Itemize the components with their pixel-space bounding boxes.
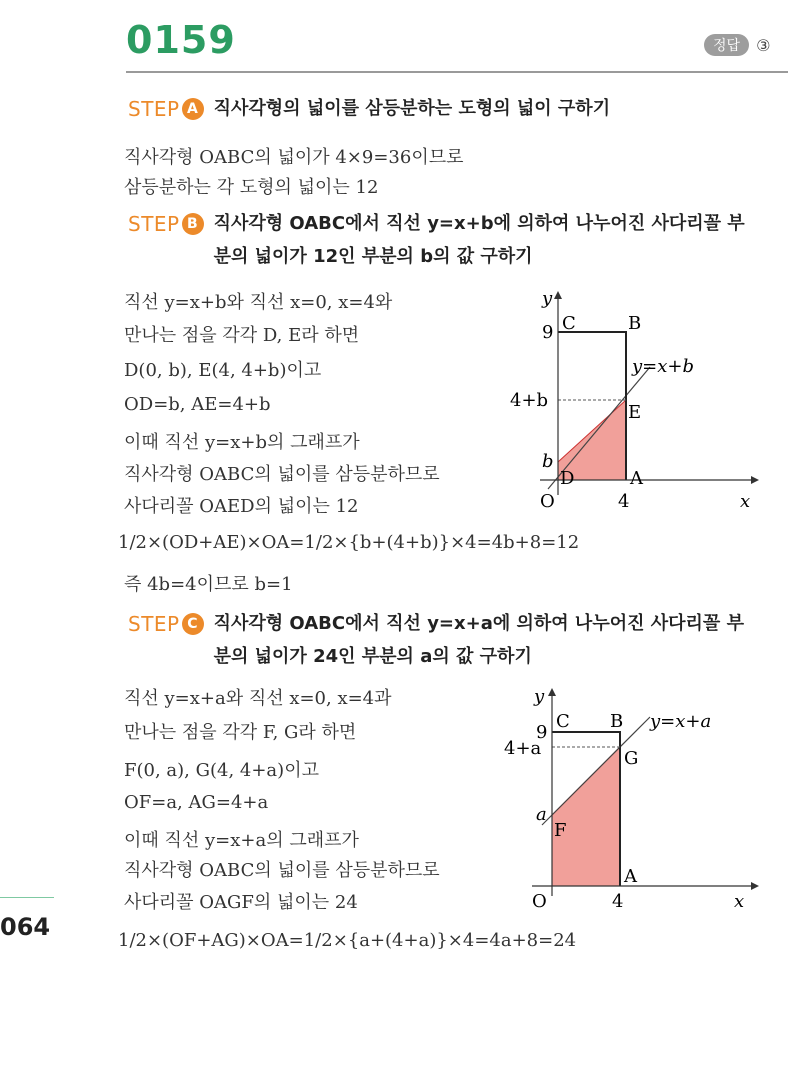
graph-c-point-b: B: [610, 711, 624, 732]
answer-badge: 정답: [704, 34, 749, 56]
step-b-heading: [128, 212, 788, 273]
step-b-line-9: 즉 4b=4이므로 b=1: [124, 574, 293, 595]
graph-b-tick-top: 4+b: [510, 390, 549, 411]
step-a-line-2: 삼등분하는 각 도형의 넓이는 12: [124, 177, 379, 198]
step-b-line-4: OD=b, AE=4+b: [124, 394, 271, 415]
graph-b-point-b: B: [628, 313, 642, 334]
graph-c-y-label: y: [534, 686, 545, 707]
step-c-title: 직사각형 OABC에서 직선 y=x+a에 의하여 나누어진 사다리꼴 부분의 넓이가 24인 부분의 a의 값 구하기: [213, 613, 744, 667]
step-b-line-3: D(0, b), E(4, 4+b)이고: [124, 360, 322, 381]
step-a-line-1: 직사각형 OABC의 넓이가 4×9=36이므로: [124, 147, 464, 168]
step-b-line-8: 1/2×(OD+AE)×OA=1/2×{b+(4+b)}×4=4b+8=12: [118, 532, 580, 553]
step-c-tag: STEP C: [128, 612, 204, 636]
graph-c-point-f: F: [554, 820, 567, 841]
step-a-circle: A: [182, 98, 204, 120]
graph-b-point-e: E: [628, 402, 642, 423]
step-b-circle: B: [182, 213, 204, 235]
step-b-line-7: 사다리꼴 OAED의 넓이는 12: [124, 496, 359, 517]
graph-c-point-g: G: [624, 748, 639, 769]
problem-number: 0159: [126, 18, 236, 62]
graph-c: [500, 680, 770, 915]
graph-c-tick-4: 4: [612, 891, 624, 912]
graph-b-point-c: C: [562, 313, 576, 334]
graph-c-point-c: C: [556, 711, 570, 732]
step-c-line-5: 이때 직선 y=x+a의 그래프가: [124, 830, 359, 851]
graph-c-trapezoid: [552, 747, 620, 886]
step-b-line-6: 직사각형 OABC의 넓이를 삼등분하므로: [124, 464, 440, 485]
graph-c-tick-top: 4+a: [504, 738, 542, 759]
graph-b-y-label: y: [542, 288, 553, 309]
step-a-heading: [128, 97, 610, 125]
graph-b-tick-4: 4: [618, 491, 630, 512]
step-c-line-2: 만나는 점을 각각 F, G라 하면: [124, 722, 357, 743]
step-c-line-6: 직사각형 OABC의 넓이를 삼등분하므로: [124, 860, 440, 881]
step-b-line-2: 만나는 점을 각각 D, E라 하면: [124, 325, 360, 346]
graph-c-line-label: y=x+a: [650, 711, 712, 732]
graph-c-origin: O: [532, 891, 547, 912]
step-c-line-3: F(0, a), G(4, 4+a)이고: [124, 760, 319, 781]
graph-b-line-label: y=x+b: [632, 356, 695, 377]
step-b-line-1: 직선 y=x+b와 직선 x=0, x=4와: [124, 292, 393, 313]
graph-b-x-label: x: [740, 491, 751, 512]
step-c-line-4: OF=a, AG=4+a: [124, 792, 269, 813]
header-rule: [126, 71, 788, 73]
step-b-title: 직사각형 OABC에서 직선 y=x+b에 의하여 나누어진 사다리꼴 부분의 넓이가 12인 부분의 b의 값 구하기: [213, 213, 745, 267]
graph-b-origin: O: [540, 491, 555, 512]
graph-c-tick-low: a: [536, 804, 547, 825]
step-c-circle: C: [182, 613, 204, 635]
graph-c-point-a: A: [624, 866, 637, 887]
graph-b-tick-low: b: [542, 451, 554, 472]
step-c-line-7: 사다리꼴 OAGF의 넓이는 24: [124, 892, 358, 913]
step-a-title: 직사각형의 넓이를 삼등분하는 도형의 넓이 구하기: [213, 98, 611, 119]
answer-value: ③: [756, 35, 771, 55]
graph-b-point-d: D: [560, 468, 575, 489]
step-b-line-5: 이때 직선 y=x+b의 그래프가: [124, 432, 360, 453]
step-c-line-1: 직선 y=x+a와 직선 x=0, x=4과: [124, 688, 392, 709]
graph-b-tick-9: 9: [542, 322, 554, 343]
footer-rule: [0, 897, 54, 898]
graph-b-point-a: A: [630, 468, 643, 489]
step-c-line-8: 1/2×(OF+AG)×OA=1/2×{a+(4+a)}×4=4a+8=24: [118, 930, 577, 951]
page-number: 064: [0, 913, 51, 941]
graph-c-x-label: x: [734, 891, 745, 912]
step-c-heading: [128, 612, 788, 673]
answer-box: [704, 34, 770, 56]
step-b-tag: STEP B: [128, 212, 204, 236]
graph-c-tick-9: 9: [536, 722, 548, 743]
step-a-tag: STEP A: [128, 97, 204, 121]
graph-b: [500, 285, 770, 520]
